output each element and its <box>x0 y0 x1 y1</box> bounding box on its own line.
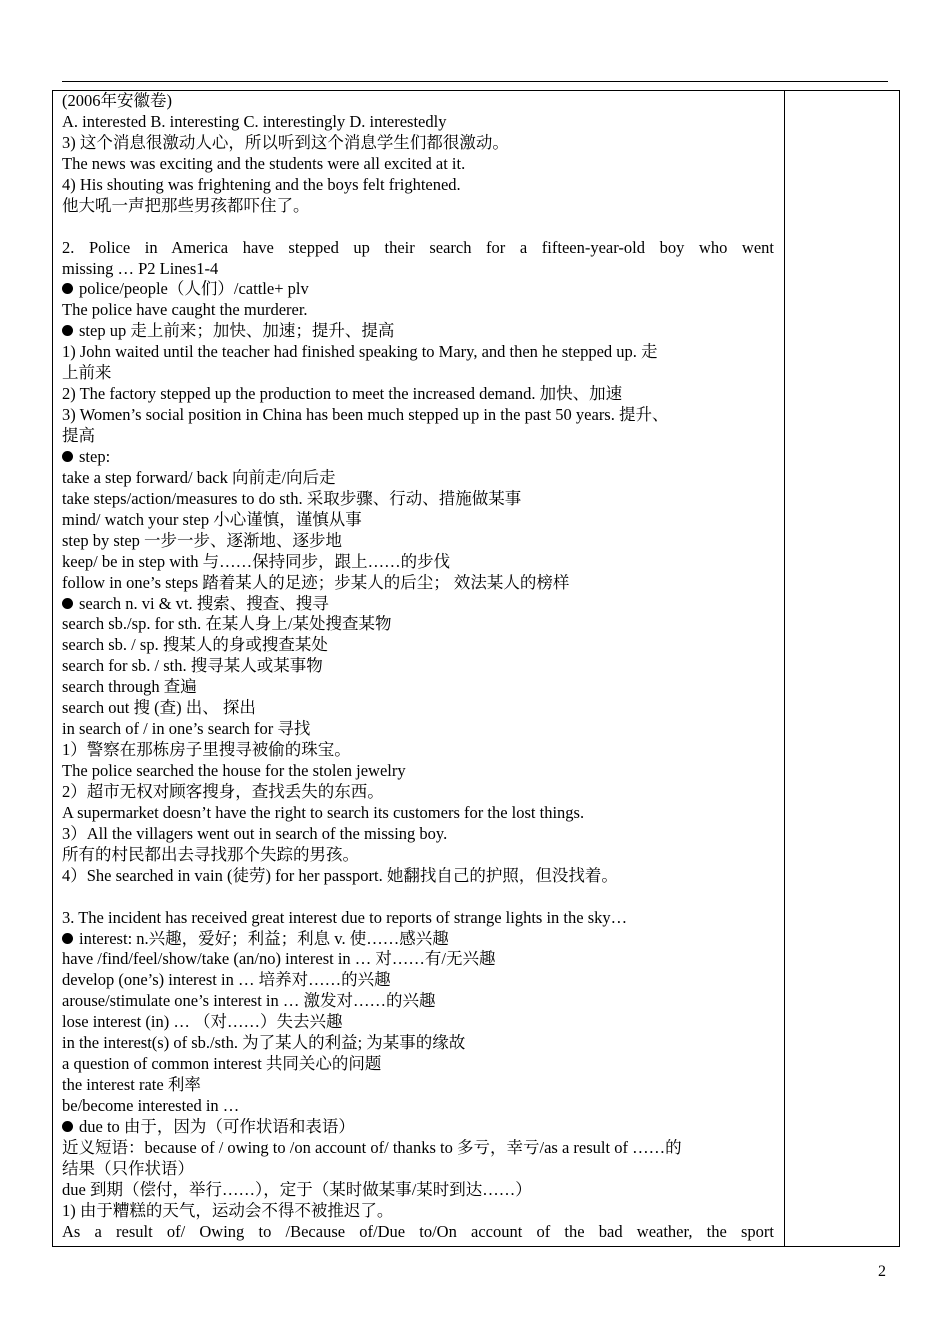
text-line <box>62 531 774 552</box>
text-line <box>62 929 774 950</box>
line-text: The police have caught the murderer. <box>62 300 308 320</box>
text-line <box>62 908 774 929</box>
line-text: 4) His shouting was frightening and the boys felt frightened. <box>62 174 461 194</box>
line-text: mind/ watch your step 小心谨慎，谨慎从事 <box>62 509 362 529</box>
text-line <box>62 740 774 761</box>
line-text: follow in one’s steps 踏着某人的足迹；步某人的后尘； 效法某人的榜样 <box>62 572 570 592</box>
text-line <box>62 552 774 573</box>
text-line <box>62 1012 774 1033</box>
line-text: 1) John waited until the teacher had finished speaking to Mary, and then he stepped up. 走 <box>62 342 658 362</box>
line-text: 结果（只作状语） <box>62 1158 194 1178</box>
line-text: a question of common interest 共同关心的问题 <box>62 1054 382 1074</box>
blank-line <box>62 887 774 908</box>
text-line <box>62 238 774 259</box>
text-line <box>62 321 774 342</box>
line-text: interest: n.兴趣，爱好；利益；利息 v. 使……感兴趣 <box>79 928 449 948</box>
line-text: arouse/stimulate one’s interest in … 激发对……的兴趣 <box>62 991 436 1011</box>
line-text: 他大吼一声把那些男孩都吓住了。 <box>62 195 310 215</box>
line-text: develop (one’s) interest in … 培养对……的兴趣 <box>62 970 391 990</box>
line-text: be/become interested in … <box>62 1096 240 1115</box>
text-line <box>62 614 774 635</box>
text-line <box>62 447 774 468</box>
text-line <box>62 1138 774 1159</box>
text-line <box>62 991 774 1012</box>
line-text: A. interested B. interesting C. interestingly D. interestedly <box>62 111 447 131</box>
text-line <box>62 154 774 175</box>
bullet-icon <box>62 598 73 609</box>
line-text: search sb./sp. for sth. 在某人身上/某处搜查某物 <box>62 614 392 634</box>
line-text: 上前来 <box>62 363 112 383</box>
blank-line <box>62 217 774 238</box>
line-text: 3. The incident has received great interest due to reports of strange lights in the sky… <box>62 907 628 927</box>
text-line <box>62 1117 774 1138</box>
text-line <box>62 405 774 426</box>
line-text: search out 搜 (查) 出、 探出 <box>62 698 256 718</box>
line-text: missing … P2 Lines1-4 <box>62 258 219 278</box>
text-line <box>62 1033 774 1054</box>
text-line <box>62 698 774 719</box>
line-text: 2) The factory stepped up the production to meet the increased demand. 加快、加速 <box>62 384 623 404</box>
line-text: search for sb. / sth. 搜寻某人或某事物 <box>62 656 323 676</box>
text-line <box>62 1096 774 1117</box>
text-line <box>62 573 774 594</box>
text-line <box>62 489 774 510</box>
line-text: (2006年安徽卷) <box>62 91 172 110</box>
text-line <box>62 384 774 405</box>
text-line <box>62 91 774 112</box>
line-text: in the interest(s) of sb./sth. 为了某人的利益; 为某事的缘故 <box>62 1033 466 1053</box>
text-line <box>62 803 774 824</box>
text-line <box>62 677 774 698</box>
column-divider <box>784 90 785 1247</box>
line-text: step: <box>79 446 111 466</box>
line-text: step up 走上前来；加快、加速；提升、提高 <box>79 321 395 341</box>
line-text: 1) 由于糟糕的天气，运动会不得不被推迟了。 <box>62 1200 394 1220</box>
line-text: The news was exciting and the students were all excited at it. <box>62 153 466 173</box>
text-line <box>62 510 774 531</box>
line-text: The police searched the house for the stolen jewelry <box>62 761 406 780</box>
text-line <box>62 175 774 196</box>
text-line <box>62 1159 774 1180</box>
line-text: search sb. / sp. 搜某人的身或搜查某处 <box>62 635 328 655</box>
line-text: take steps/action/measures to do sth. 采取步骤、行动、措施做某事 <box>62 488 522 508</box>
text-line <box>62 112 774 133</box>
text-line <box>62 761 774 782</box>
text-line <box>62 133 774 154</box>
text-line <box>62 1180 774 1201</box>
line-text: due 到期（偿付，举行……），定于（某时做某事/某时到达……） <box>62 1179 532 1199</box>
line-text: police/people（人们）/cattle+ plv <box>79 279 309 299</box>
line-text: search through 查遍 <box>62 677 197 697</box>
header-rule <box>62 81 888 82</box>
text-line <box>62 719 774 740</box>
line-text: 4）She searched in vain (徒劳) for her passport. 她翻找自己的护照，但没找着。 <box>62 865 618 885</box>
line-text: search n. vi & vt. 搜索、搜查、搜寻 <box>79 593 329 613</box>
line-text: 所有的村民都出去寻找那个失踪的男孩。 <box>62 844 359 864</box>
text-line <box>62 1054 774 1075</box>
text-line <box>62 782 774 803</box>
line-text: 3）All the villagers went out in search of the missing boy. <box>62 823 448 843</box>
line-text: due to 由于，因为（可作状语和表语） <box>79 1116 355 1136</box>
text-line <box>62 970 774 991</box>
bullet-icon <box>62 283 73 294</box>
text-line <box>62 845 774 866</box>
line-text: As a result of/ Owing to /Because of/Due to/On account of the bad weather, the sport <box>62 1221 774 1241</box>
line-text: lose interest (in) … （对……）失去兴趣 <box>62 1012 343 1032</box>
text-line <box>62 196 774 217</box>
text-line <box>62 259 774 280</box>
line-text: 提高 <box>62 426 95 445</box>
line-text: keep/ be in step with 与……保持同步，跟上……的步伐 <box>62 551 451 571</box>
bullet-icon <box>62 1121 73 1132</box>
bullet-icon <box>62 451 73 462</box>
line-text: 3) Women’s social position in China has been much stepped up in the past 50 years. 提升、 <box>62 405 669 425</box>
line-text: step by step 一步一步、逐渐地、逐步地 <box>62 530 343 550</box>
text-line <box>62 594 774 615</box>
line-text: 3) 这个消息很激动人心，所以听到这个消息学生们都很激动。 <box>62 132 509 152</box>
text-line <box>62 635 774 656</box>
text-line <box>62 426 774 447</box>
text-line <box>62 342 774 363</box>
bullet-icon <box>62 325 73 336</box>
line-text: 1）警察在那栋房子里搜寻被偷的珠宝。 <box>62 740 351 760</box>
text-line <box>62 468 774 489</box>
text-line <box>62 866 774 887</box>
text-line <box>62 656 774 677</box>
line-text: the interest rate 利率 <box>62 1075 201 1095</box>
line-text: 2）超市无权对顾客搜身，查找丢失的东西。 <box>62 781 384 801</box>
line-text: 近义短语：because of / owing to /on account of/ thanks to 多亏，幸亏/as a result of ……的 <box>62 1137 682 1157</box>
text-line <box>62 824 774 845</box>
line-text: take a step forward/ back 向前走/向后走 <box>62 467 336 487</box>
text-line <box>62 363 774 384</box>
bullet-icon <box>62 933 73 944</box>
page-number: 2 <box>878 1263 886 1280</box>
text-line <box>62 949 774 970</box>
line-text: 2. Police in America have stepped up their search for a fifteen-year-old boy who went <box>62 237 774 257</box>
notes-column <box>62 91 774 1246</box>
text-line <box>62 1201 774 1222</box>
text-line <box>62 279 774 300</box>
text-line <box>62 1222 774 1243</box>
text-line <box>62 300 774 321</box>
line-text: A supermarket doesn’t have the right to search its customers for the lost things. <box>62 802 585 822</box>
line-text: have /find/feel/show/take (an/no) interest in … 对……有/无兴趣 <box>62 949 496 969</box>
line-text: in search of / in one’s search for 寻找 <box>62 719 311 739</box>
text-line <box>62 1075 774 1096</box>
